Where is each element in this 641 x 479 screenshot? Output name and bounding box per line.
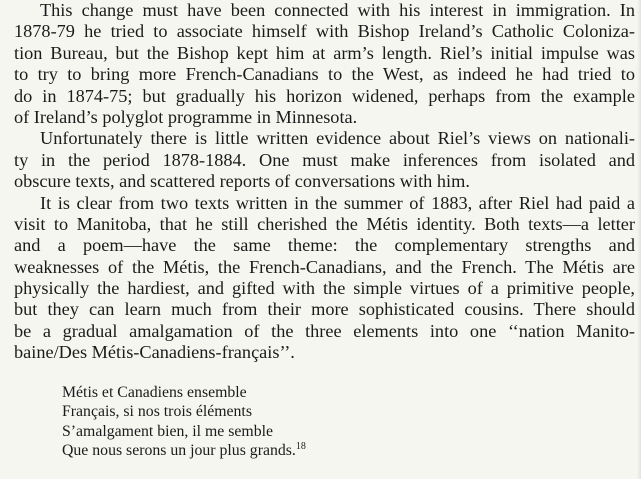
poem-line: Français, si nos trois éléments [62,403,252,421]
text-line: tion Bureau, but the Bishop kept him at arm’s length. Riel’s initial impulse was [14,42,635,63]
text-line: to try to bring more French-Canadians to the West, as indeed he had tried to [14,64,635,85]
poem-quotation [62,383,635,461]
poem-line: Métis et Canadiens ensemble [62,383,247,401]
footnote-marker: 18 [295,441,306,453]
text-line: and a poem—have the same theme: the complementary strengths and [14,235,635,256]
text-line: do in 1874-75; but gradually his horizon widened, perhaps from the example [14,85,635,106]
text-line: be a gradual amalgamation of the three elements into one ‘‘nation Manito- [14,320,635,341]
text-line: of Ireland’s polyglot programme in Minnesota. [14,106,358,127]
text-line: ty in the period 1878-1884. One must make inferences from isolated and [14,149,635,170]
poem-line-last [62,441,635,461]
paragraph-immigration [14,0,635,128]
text-line: visit to Manitoba, that he still cherished the Métis identity. Both texts—a letter [14,213,635,234]
text-line: obscure texts, and scattered reports of conversations with him. [14,171,470,192]
paragraph-nationality [14,128,635,192]
text-line: 1878-79 he tried to associate himself with Bishop Ireland’s Catholic Coloniza- [14,21,635,42]
document-page [14,0,635,479]
text-line: This change must have been connected with his interest in immigration. In [40,0,635,20]
poem-line-text: Que nous serons un jour plus grands. [62,442,296,460]
text-line: weaknesses of the Métis, the French-Canadians, and the French. The Métis are [14,256,635,277]
text-line: It is clear from two texts written in the summer of 1883, after Riel had paid a [40,192,635,213]
paragraph-metis-identity [14,193,635,364]
text-line: baine/Des Métis-Canadiens-français’’. [14,342,295,363]
page-edge-shadow [637,0,641,479]
text-line: physically the hardiest, and gifted with the simple virtues of a primitive people, [14,278,635,299]
text-line: but they can learn much from their more sophisticated cousins. There should [14,299,635,320]
text-line: Unfortunately there is little written evidence about Riel’s views on nationali- [40,128,635,149]
poem-line: S’amalgament bien, il me semble [62,422,274,440]
